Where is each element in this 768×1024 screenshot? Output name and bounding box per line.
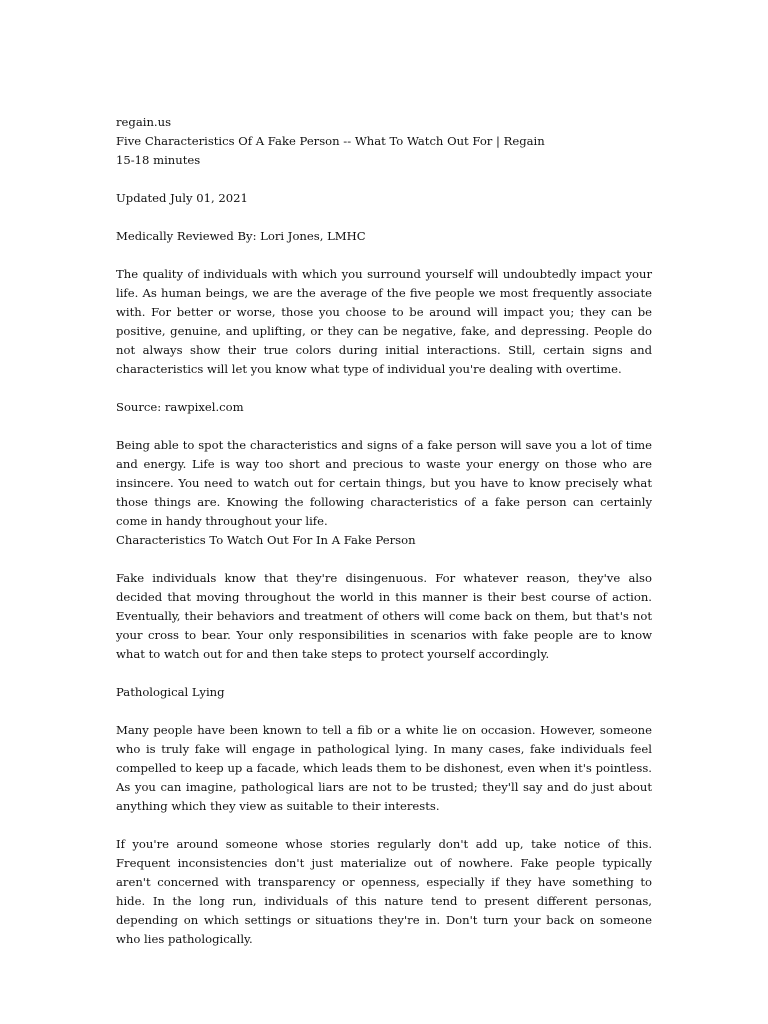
- paragraph-stories: If you're around someone whose stories regularly don't add up, take notice of this. Frequent inconsistencies don't just materialize out of nowhere. Fake people typically aren't concerned with transparency or openness, especially if they have something to hide. In the long run, individuals of this nature tend to present different personas, depending on which settings or situations they're in. Don't turn your back on someone who lies pathologically.: [116, 837, 652, 946]
- article-title: Five Characteristics Of A Fake Person -- What To Watch Out For | Regain: [116, 134, 545, 148]
- reviewer: Medically Reviewed By: Lori Jones, LMHC: [116, 229, 366, 243]
- site-name: regain.us: [116, 115, 172, 129]
- paragraph-disingenuous: Fake individuals know that they're disingenuous. For whatever reason, they've also decided that moving throughout the world in this manner is their best course of action. Eventually, their behaviors and treatment of others will come back on them, but that's not your cross to bear. Your only responsibilities in scenarios with fake people are to know what to watch out for and then take steps to protect yourself accordingly.: [116, 571, 652, 661]
- section-heading: Characteristics To Watch Out For In A Fake Person: [116, 533, 416, 547]
- read-time: 15-18 minutes: [116, 153, 201, 167]
- paragraph-spot: Being able to spot the characteristics and signs of a fake person will save you a lot of time and energy. Life is way too short and precious to waste your energy on those who are insincere. You need to watch out for certain things, but you have to know precisely what those things are. Knowing the following characteristics of a fake person can certainly come in handy throughout your life.: [116, 438, 652, 528]
- updated-date: Updated July 01, 2021: [116, 191, 248, 205]
- subheading-pathological-lying: Pathological Lying: [116, 685, 225, 699]
- paragraph-intro: The quality of individuals with which you surround yourself will undoubtedly impact your life. As human beings, we are the average of the five people we most frequently associate with. For better or worse, those you choose to be around will impact you; they can be positive, genuine, and uplifting, or they can be negative, fake, and depressing. People do not always show their true colors during initial interactions. Still, certain signs and characteristics will let you know what type of individual you're dealing with overtime.: [116, 267, 652, 376]
- image-source: Source: rawpixel.com: [116, 400, 244, 414]
- paragraph-lying: Many people have been known to tell a fib or a white lie on occasion. However, someone who is truly fake will engage in pathological lying. In many cases, fake individuals feel compelled to keep up a facade, which leads them to be dishonest, even when it's pointless. As you can imagine, pathological liars are not to be trusted; they'll say and do just about anything which they view as suitable to their interests.: [116, 723, 652, 813]
